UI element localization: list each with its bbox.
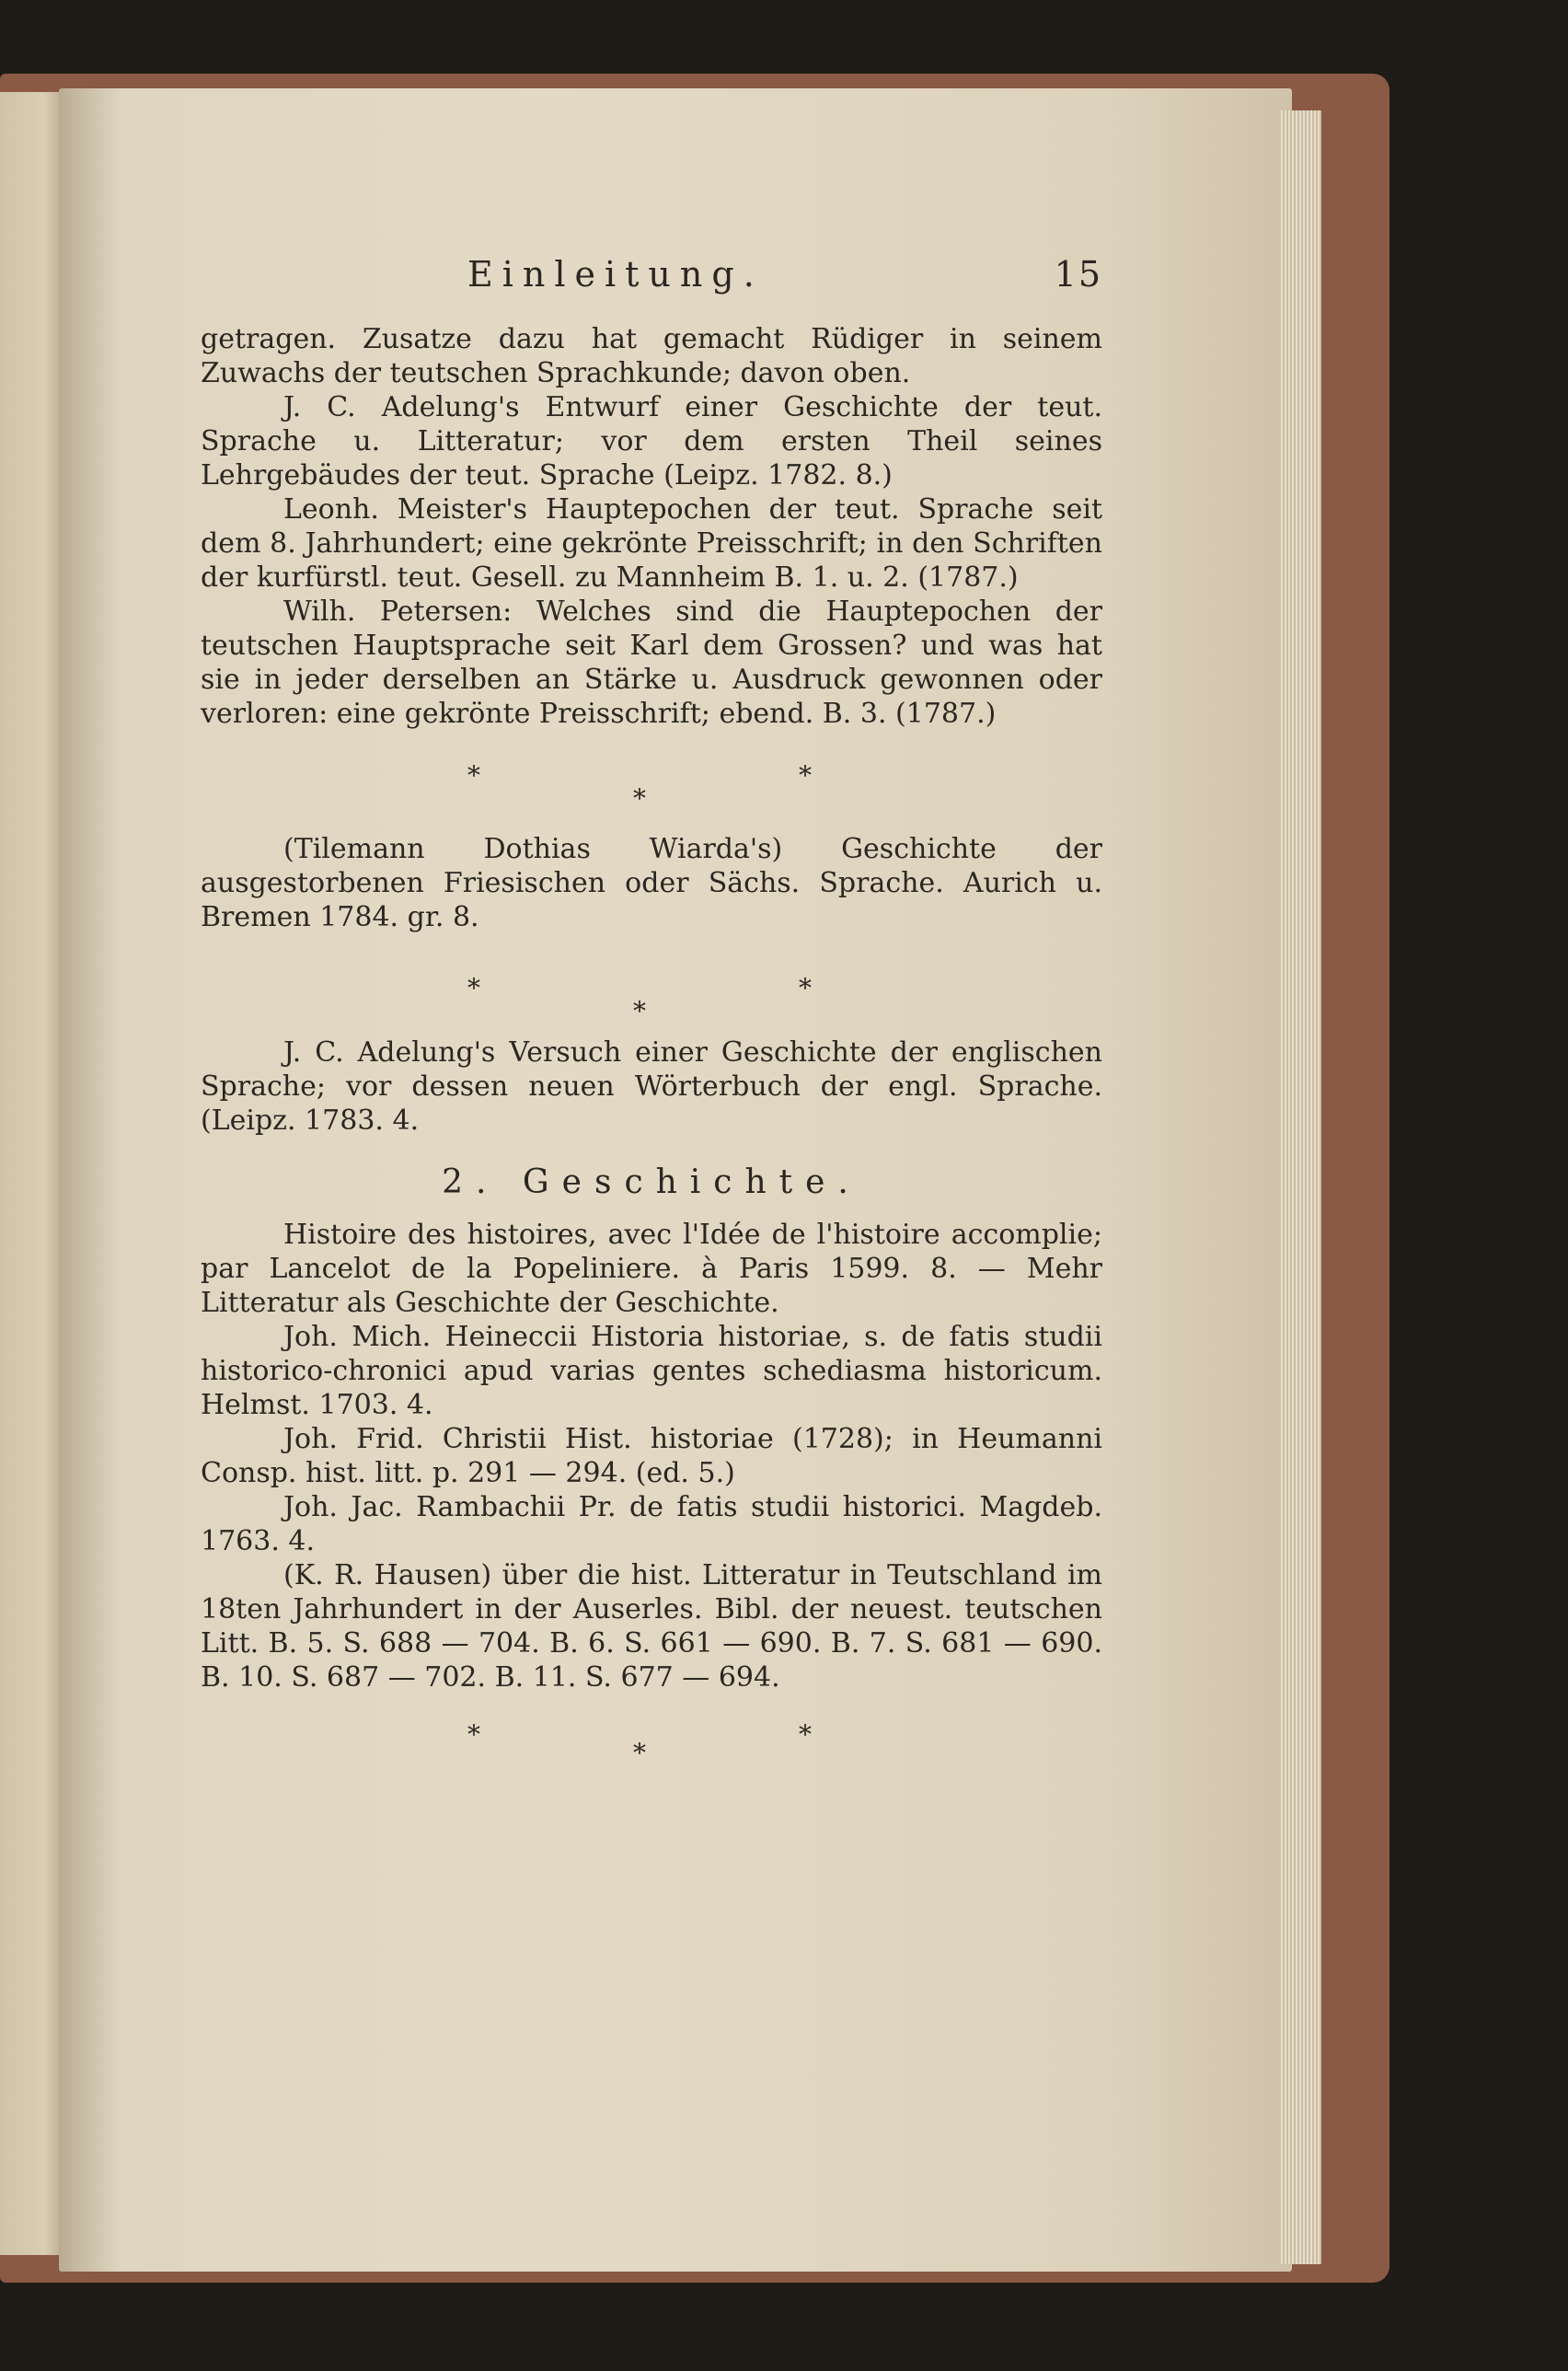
asterism-divider: [201, 1694, 1102, 1796]
entry-adelung-versuch: J. C. Adelung's Versuch einer Geschichte der englischen Sprache; vor dessen neuen Wörterbuch der engl. Sprache. (Leipz. 1783. 4.: [201, 1036, 1102, 1137]
asterism-star: *: [633, 1738, 646, 1768]
running-head: [201, 254, 1102, 304]
asterism-star: *: [799, 1719, 812, 1750]
entry-christius: Joh. Frid. Christii Hist. historiae (1728); in Heumanni Consp. hist. litt. p. 291 — 294. (ed. 5.): [201, 1423, 1102, 1489]
asterism-star: *: [799, 973, 812, 1003]
entry-petersen: Wilh. Petersen: Welches sind die Hauptepochen der teutschen Hauptsprache seit Karl dem Grossen? und was hat sie in jeder derselben an Stärke u. Ausdruck gewonnen oder verloren: eine gekrönte Preisschrift; ebend. B. 3. (1787.): [201, 596, 1102, 730]
entry-rambach: Joh. Jac. Rambachii Pr. de fatis studii historici. Magdeb. 1763. 4.: [201, 1491, 1102, 1557]
asterism-star: *: [467, 973, 480, 1003]
entry-heineccius: Joh. Mich. Heineccii Historia historiae, s. de fatis studii historico-chronici apud varias gentes schediasma historicum. Helmst. 1703. 4.: [201, 1321, 1102, 1421]
section-heading: 2. Geschichte.: [442, 1163, 861, 1201]
asterism-star: *: [799, 760, 812, 791]
entry-popeliniere: Histoire des histoires, avec l'Idée de l'histoire accomplie; par Lancelot de la Popeliniere. à Paris 1599. 8. — Mehr Litteratur als Geschichte der Geschichte.: [201, 1219, 1102, 1319]
entry-hausen: (K. R. Hausen) über die hist. Litteratur in Teutschland im 18ten Jahrhundert in der Auserles. Bibl. der neuest. teutschen Litt. B. 5. S. 688 — 704. B. 6. S. 661 — 690. B. 7. S. 681 — 690. B. 10. S. 687 — 702. B. 11. S. 677 — 694.: [201, 1559, 1102, 1694]
asterism-star: *: [467, 760, 480, 791]
asterism-divider: [201, 731, 1102, 832]
asterism-divider: [201, 934, 1102, 1035]
entry-adelung-entwurf: J. C. Adelung's Entwurf einer Geschichte der teut. Sprache u. Litteratur; vor dem ersten Theil seines Lehrgebäudes der teut. Sprache (Leipz. 1782. 8.): [201, 391, 1102, 492]
entry-wiarda: (Tilemann Dothias Wiarda's) Geschichte der ausgestorbenen Friesischen oder Sächs. Sprache. Aurich u. Bremen 1784. gr. 8.: [201, 833, 1102, 933]
asterism-star: *: [467, 1719, 480, 1750]
paragraph-continuation: getragen. Zusatze dazu hat gemacht Rüdiger in seinem Zuwachs der teutschen Sprachkunde; davon oben.: [201, 323, 1102, 389]
entry-meister: Leonh. Meister's Hauptepochen der teut. Sprache seit dem 8. Jahrhundert; eine gekrönte Preisschrift; in den Schriften der kurfürstl. teut. Gesell. zu Mannheim B. 1. u. 2. (1787.): [201, 493, 1102, 594]
page-body: [201, 322, 1102, 1796]
asterism-star: *: [633, 783, 646, 814]
running-head-title: Einleitung.: [467, 254, 764, 295]
page-number: 15: [1054, 254, 1102, 295]
asterism-star: *: [633, 996, 646, 1026]
page-fore-edge: [1281, 110, 1321, 2264]
